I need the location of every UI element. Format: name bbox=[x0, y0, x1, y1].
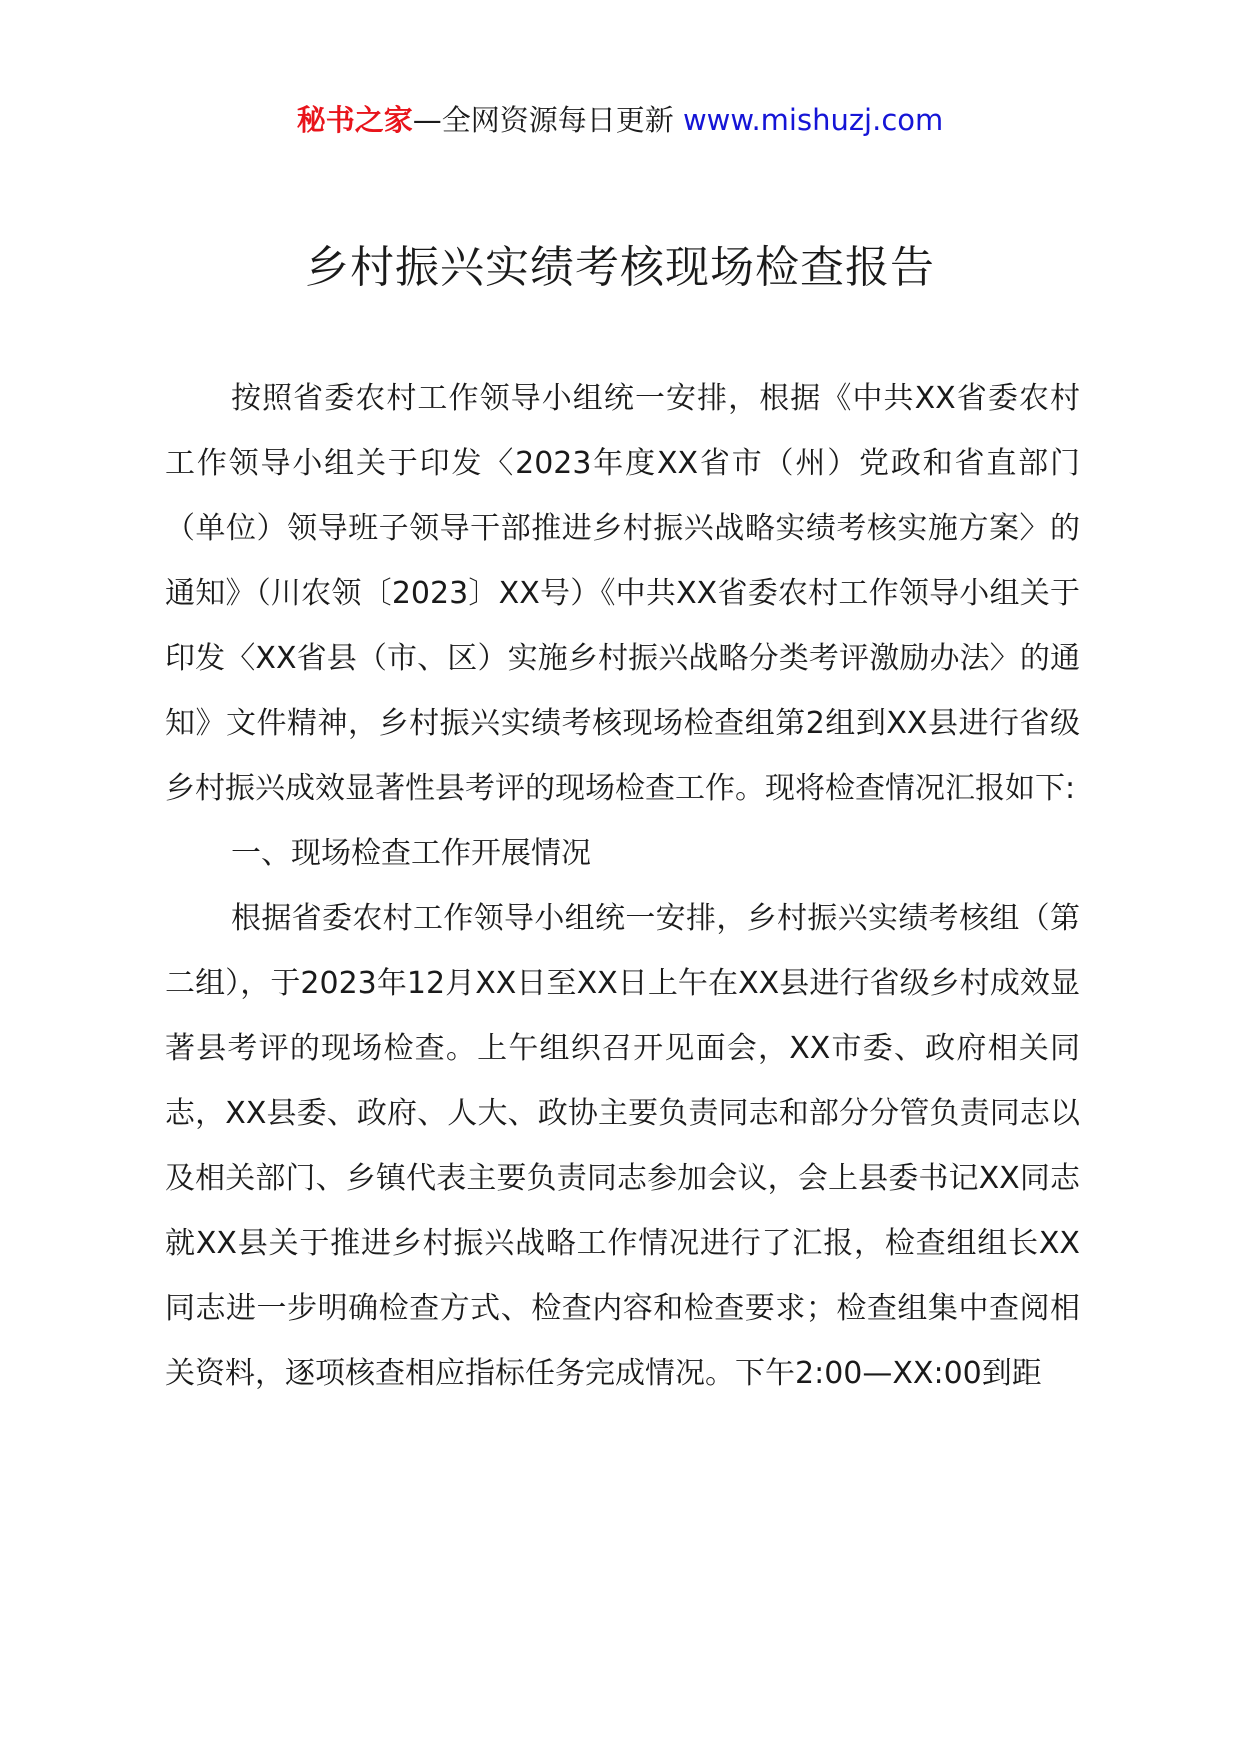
site-url-link[interactable]: www.mishuzj.com bbox=[682, 103, 944, 137]
section-paragraph: 根据省委农村工作领导小组统一安排，乡村振兴实绩考核组（第二组），于2023年12月XX日至XX日上午在XX县进行省级乡村成效显著县考评的现场检查。上午组织召开见面会，XX市委、政府相关同志，XX县委、政府、人大、政协主要负责同志和部分分管负责同志以及相关部门、乡镇代表主要负责同志参加会议，会上县委书记XX同志就XX县关于推进乡村振兴战略工作情况进行了汇报，检查组组长XX同志进一步明确检查方式、检查内容和检查要求；检查组集中查阅相关资料，逐项核查相应指标任务完成情况。下午2:00—XX:00到距 bbox=[165, 901, 1080, 1391]
document-body bbox=[165, 366, 1080, 1406]
document-title: 乡村振兴实绩考核现场检查报告 bbox=[305, 242, 935, 293]
header-tagline: —全网资源每日更新 bbox=[412, 103, 674, 137]
section-heading: 一、现场检查工作开展情况 bbox=[231, 836, 591, 871]
intro-paragraph: 按照省委农村工作领导小组统一安排，根据《中共XX省委农村工作领导小组关于印发〈2023年度XX省市（州）党政和省直部门（单位）领导班子领导干部推进乡村振兴战略实绩考核实施方案〉的通知》（川农领〔2023〕XX号）《中共XX省委农村工作领导小组关于印发〈XX省县（市、区）实施乡村振兴战略分类考评激励办法〉的通知》文件精神，乡村振兴实绩考核现场检查组第2组到XX县进行省级乡村振兴成效显著性县考评的现场检查工作。现将检查情况汇报如下: bbox=[165, 381, 1080, 806]
brand-name: 秘书之家 bbox=[296, 103, 413, 137]
site-header bbox=[0, 100, 1240, 140]
